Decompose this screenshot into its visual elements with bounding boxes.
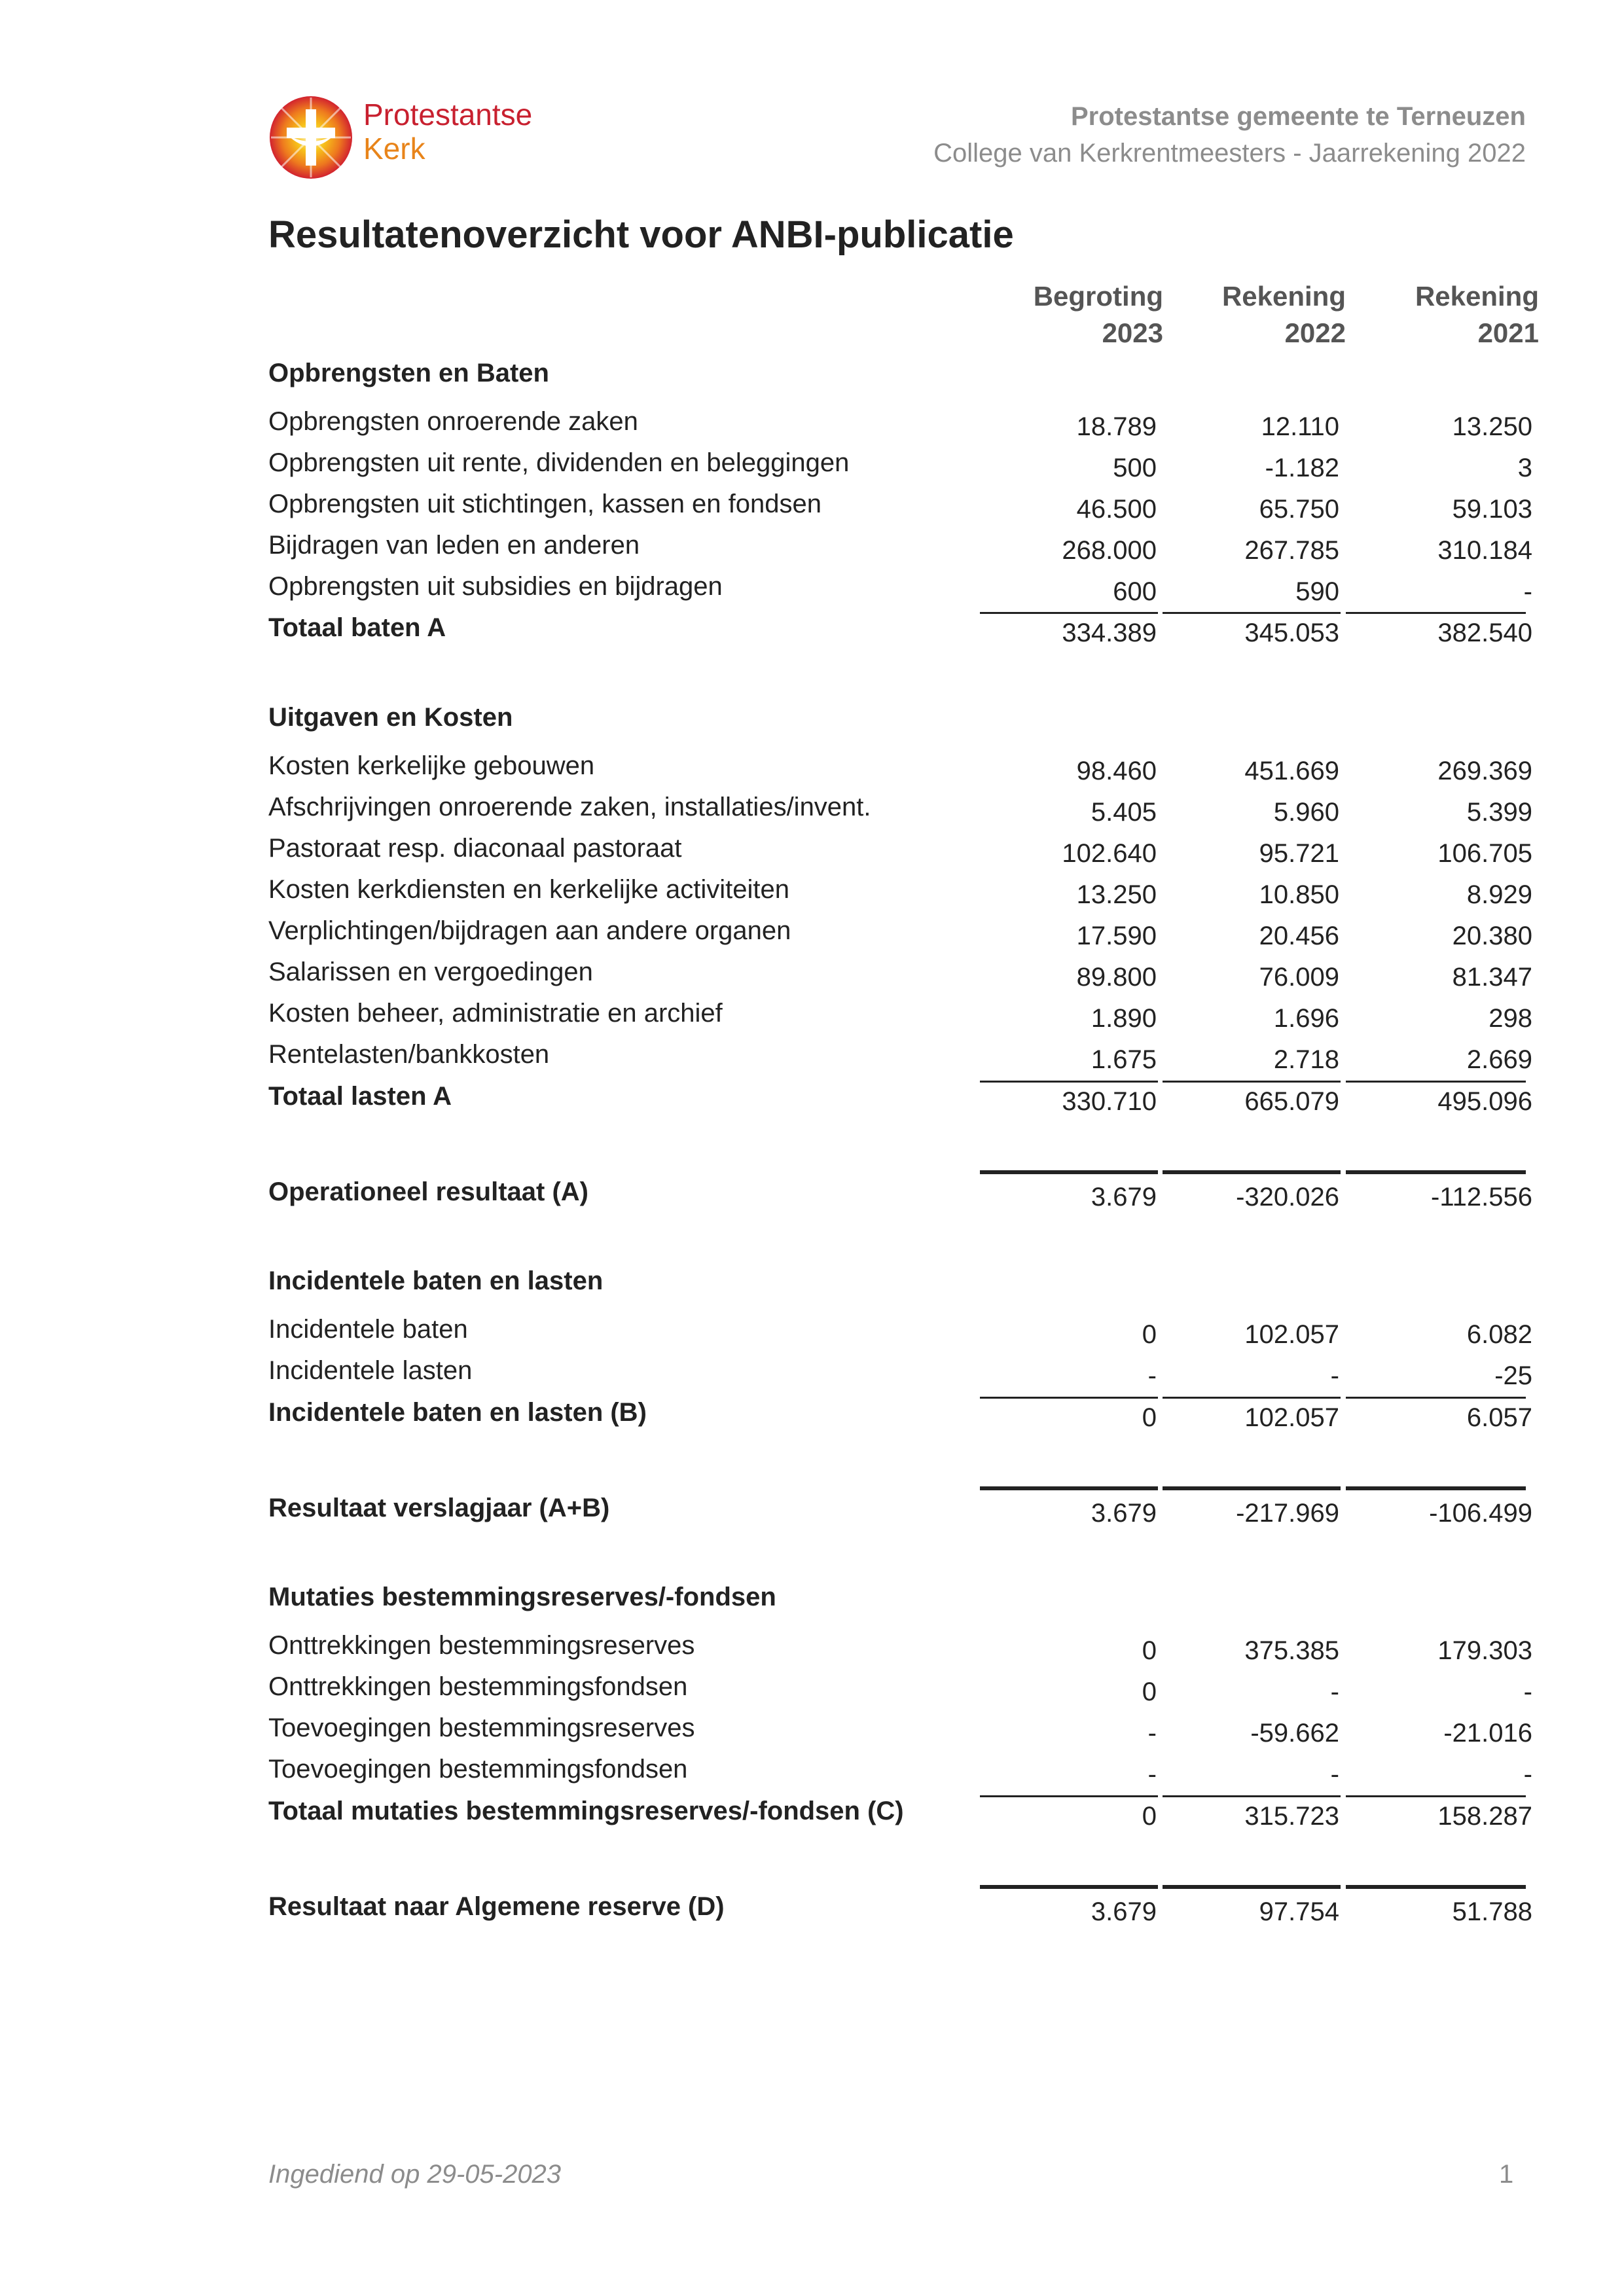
value-rekening-2021: - bbox=[1523, 1677, 1532, 1706]
value-rekening-2022: 345.053 bbox=[1244, 619, 1339, 647]
column-header-year: 2023 bbox=[1102, 317, 1163, 348]
table-row bbox=[268, 999, 1532, 1038]
value-begroting-2023: 18.789 bbox=[1076, 412, 1157, 441]
row-label: Kosten beheer, administratie en archief bbox=[268, 999, 723, 1028]
value-rekening-2022: 2.718 bbox=[1273, 1045, 1339, 1074]
table-row bbox=[268, 1040, 1532, 1079]
row-label: Resultaat naar Algemene reserve (D) bbox=[268, 1892, 725, 1921]
row-label: Totaal mutaties bestemmingsreserves/-fondsen (C) bbox=[268, 1797, 904, 1825]
row-label: Kosten kerkelijke gebouwen bbox=[268, 751, 595, 780]
value-rekening-2021: 179.303 bbox=[1437, 1636, 1532, 1665]
value-rekening-2021: 106.705 bbox=[1437, 839, 1532, 868]
result-rule bbox=[1163, 1170, 1341, 1174]
row-label: Totaal baten A bbox=[268, 613, 446, 642]
value-begroting-2023: 0 bbox=[1142, 1320, 1157, 1349]
value-rekening-2022: 76.009 bbox=[1259, 963, 1339, 992]
table-row bbox=[268, 916, 1532, 956]
value-begroting-2023: 3.679 bbox=[1091, 1499, 1157, 1528]
value-rekening-2022: - bbox=[1330, 1760, 1339, 1789]
total-row bbox=[268, 1082, 1532, 1121]
value-rekening-2022: 5.960 bbox=[1273, 798, 1339, 827]
row-label: Onttrekkingen bestemmingsreserves bbox=[268, 1631, 695, 1660]
logo-text bbox=[363, 98, 532, 166]
table-row bbox=[268, 407, 1532, 446]
value-rekening-2021: 51.788 bbox=[1452, 1897, 1532, 1926]
value-begroting-2023: 46.500 bbox=[1076, 495, 1157, 524]
value-begroting-2023: 1.890 bbox=[1091, 1004, 1157, 1033]
value-begroting-2023: 0 bbox=[1142, 1802, 1157, 1831]
value-rekening-2021: 13.250 bbox=[1452, 412, 1532, 441]
value-begroting-2023: 330.710 bbox=[1062, 1087, 1157, 1116]
row-label: Opbrengsten uit stichtingen, kassen en fondsen bbox=[268, 490, 821, 518]
header-subtitle: College van Kerkrentmeesters - Jaarrekening 2022 bbox=[933, 139, 1526, 168]
value-begroting-2023: 3.679 bbox=[1091, 1183, 1157, 1211]
value-rekening-2021: 3 bbox=[1517, 454, 1532, 482]
section-heading-incidenteel: Incidentele baten en lasten bbox=[268, 1266, 604, 1295]
column-header-year: 2022 bbox=[1284, 317, 1346, 348]
value-begroting-2023: 0 bbox=[1142, 1677, 1157, 1706]
value-rekening-2021: 158.287 bbox=[1437, 1802, 1532, 1831]
column-header-year: 2021 bbox=[1477, 317, 1539, 348]
page-number: 1 bbox=[1499, 2160, 1514, 2189]
value-begroting-2023: - bbox=[1147, 1361, 1157, 1390]
value-rekening-2021: 495.096 bbox=[1437, 1087, 1532, 1116]
value-begroting-2023: 1.675 bbox=[1091, 1045, 1157, 1074]
result-rule bbox=[1163, 1486, 1341, 1490]
row-label: Bijdragen van leden en anderen bbox=[268, 531, 640, 560]
value-rekening-2021: 8.929 bbox=[1466, 880, 1532, 909]
total-row bbox=[268, 613, 1532, 653]
value-rekening-2022: 10.850 bbox=[1259, 880, 1339, 909]
value-rekening-2022: 20.456 bbox=[1259, 922, 1339, 950]
value-begroting-2023: 3.679 bbox=[1091, 1897, 1157, 1926]
table-row bbox=[268, 1713, 1532, 1753]
value-rekening-2022: -217.969 bbox=[1236, 1499, 1339, 1528]
result-rule bbox=[1163, 1885, 1341, 1889]
row-label: Opbrengsten uit rente, dividenden en beleggingen bbox=[268, 448, 850, 477]
value-begroting-2023: 98.460 bbox=[1076, 757, 1157, 785]
value-rekening-2022: 267.785 bbox=[1244, 536, 1339, 565]
logo-line-2: Kerk bbox=[363, 132, 425, 166]
value-begroting-2023: 500 bbox=[1113, 454, 1157, 482]
total-row bbox=[268, 1797, 1532, 1836]
row-label: Opbrengsten uit subsidies en bijdragen bbox=[268, 572, 723, 601]
value-rekening-2021: 6.057 bbox=[1466, 1403, 1532, 1432]
table-row bbox=[268, 531, 1532, 570]
value-rekening-2021: -112.556 bbox=[1431, 1183, 1532, 1211]
value-begroting-2023: - bbox=[1147, 1760, 1157, 1789]
row-label: Operationeel resultaat (A) bbox=[268, 1177, 589, 1206]
value-rekening-2021: -21.016 bbox=[1443, 1719, 1532, 1748]
value-rekening-2021: 269.369 bbox=[1437, 757, 1532, 785]
table-row bbox=[268, 1672, 1532, 1712]
value-begroting-2023: 13.250 bbox=[1076, 880, 1157, 909]
row-label: Incidentele lasten bbox=[268, 1356, 473, 1385]
value-rekening-2021: 2.669 bbox=[1466, 1045, 1532, 1074]
value-rekening-2021: 298 bbox=[1489, 1004, 1532, 1033]
value-rekening-2022: -1.182 bbox=[1265, 454, 1339, 482]
value-begroting-2023: 5.405 bbox=[1091, 798, 1157, 827]
value-rekening-2021: 20.380 bbox=[1452, 922, 1532, 950]
value-rekening-2022: 1.696 bbox=[1273, 1004, 1339, 1033]
value-begroting-2023: 0 bbox=[1142, 1403, 1157, 1432]
value-rekening-2021: 382.540 bbox=[1437, 619, 1532, 647]
value-rekening-2022: -59.662 bbox=[1250, 1719, 1339, 1748]
table-row bbox=[268, 572, 1532, 611]
result-rule bbox=[980, 1170, 1158, 1174]
table-row bbox=[268, 1631, 1532, 1670]
value-rekening-2022: 315.723 bbox=[1244, 1802, 1339, 1831]
value-rekening-2021: 6.082 bbox=[1466, 1320, 1532, 1349]
value-rekening-2022: 97.754 bbox=[1259, 1897, 1339, 1926]
table-row bbox=[268, 875, 1532, 914]
logo-line-1: Protestantse bbox=[363, 98, 533, 132]
value-begroting-2023: 102.640 bbox=[1062, 839, 1157, 868]
protestantse-kerk-logo-icon bbox=[268, 95, 353, 180]
section-heading-mutaties: Mutaties bestemmingsreserves/-fondsen bbox=[268, 1583, 776, 1611]
row-label: Incidentele baten bbox=[268, 1315, 468, 1344]
section-heading-lasten: Uitgaven en Kosten bbox=[268, 703, 513, 732]
value-rekening-2022: 590 bbox=[1295, 577, 1339, 606]
column-header-begroting-2023 bbox=[954, 278, 1163, 351]
value-rekening-2022: 95.721 bbox=[1259, 839, 1339, 868]
submitted-date: Ingediend op 29-05-2023 bbox=[268, 2160, 562, 2189]
table-row bbox=[268, 834, 1532, 873]
result-rule bbox=[980, 1486, 1158, 1490]
total-row bbox=[268, 1398, 1532, 1437]
result-rule bbox=[1346, 1885, 1526, 1889]
result-rule bbox=[980, 1885, 1158, 1889]
row-label: Rentelasten/bankkosten bbox=[268, 1040, 550, 1069]
table-row bbox=[268, 793, 1532, 832]
value-rekening-2022: - bbox=[1330, 1677, 1339, 1706]
row-label: Resultaat verslagjaar (A+B) bbox=[268, 1494, 610, 1522]
value-rekening-2021: -25 bbox=[1494, 1361, 1532, 1390]
result-row bbox=[268, 1177, 1532, 1217]
value-rekening-2021: -106.499 bbox=[1429, 1499, 1532, 1528]
value-rekening-2022: 665.079 bbox=[1244, 1087, 1339, 1116]
row-label: Salarissen en vergoedingen bbox=[268, 958, 593, 986]
table-row bbox=[268, 751, 1532, 791]
result-row bbox=[268, 1494, 1532, 1533]
value-rekening-2021: 310.184 bbox=[1437, 536, 1532, 565]
value-rekening-2022: -320.026 bbox=[1236, 1183, 1339, 1211]
table-row bbox=[268, 448, 1532, 488]
row-label: Verplichtingen/bijdragen aan andere organen bbox=[268, 916, 791, 945]
page-title: Resultatenoverzicht voor ANBI-publicatie bbox=[268, 213, 1014, 256]
value-begroting-2023: 17.590 bbox=[1076, 922, 1157, 950]
result-rule bbox=[1346, 1486, 1526, 1490]
value-rekening-2022: - bbox=[1330, 1361, 1339, 1390]
value-rekening-2022: 65.750 bbox=[1259, 495, 1339, 524]
value-rekening-2022: 451.669 bbox=[1244, 757, 1339, 785]
row-label: Pastoraat resp. diaconaal pastoraat bbox=[268, 834, 682, 863]
table-row bbox=[268, 1755, 1532, 1794]
table-row bbox=[268, 1356, 1532, 1395]
value-begroting-2023: 600 bbox=[1113, 577, 1157, 606]
value-begroting-2023: 268.000 bbox=[1062, 536, 1157, 565]
row-label: Kosten kerkdiensten en kerkelijke activiteiten bbox=[268, 875, 789, 904]
column-header-rekening-2022 bbox=[1136, 278, 1346, 351]
value-rekening-2022: 12.110 bbox=[1261, 412, 1339, 441]
column-header-rekening-2021 bbox=[1329, 278, 1539, 351]
value-rekening-2021: 81.347 bbox=[1452, 963, 1532, 992]
row-label: Opbrengsten onroerende zaken bbox=[268, 407, 638, 436]
row-label: Afschrijvingen onroerende zaken, installaties/invent. bbox=[268, 793, 871, 821]
table-row bbox=[268, 490, 1532, 529]
column-header-top: Rekening bbox=[1221, 281, 1346, 312]
column-header-top: Begroting bbox=[1033, 281, 1163, 312]
row-label: Toevoegingen bestemmingsfondsen bbox=[268, 1755, 688, 1784]
row-label: Totaal lasten A bbox=[268, 1082, 452, 1111]
table-row bbox=[268, 958, 1532, 997]
result-row bbox=[268, 1892, 1532, 1931]
header-organisation: Protestantse gemeente te Terneuzen bbox=[1070, 102, 1526, 131]
value-rekening-2021: - bbox=[1523, 577, 1532, 606]
value-begroting-2023: 0 bbox=[1142, 1636, 1157, 1665]
section-heading-baten: Opbrengsten en Baten bbox=[268, 359, 549, 387]
value-begroting-2023: 334.389 bbox=[1062, 619, 1157, 647]
result-rule bbox=[1346, 1170, 1526, 1174]
value-rekening-2021: - bbox=[1523, 1760, 1532, 1789]
logo bbox=[268, 95, 583, 183]
value-rekening-2022: 102.057 bbox=[1244, 1320, 1339, 1349]
row-label: Incidentele baten en lasten (B) bbox=[268, 1398, 647, 1427]
value-begroting-2023: - bbox=[1147, 1719, 1157, 1748]
value-rekening-2022: 102.057 bbox=[1244, 1403, 1339, 1432]
page-header bbox=[933, 98, 1526, 171]
row-label: Toevoegingen bestemmingsreserves bbox=[268, 1713, 695, 1742]
row-label: Onttrekkingen bestemmingsfondsen bbox=[268, 1672, 688, 1701]
value-rekening-2022: 375.385 bbox=[1244, 1636, 1339, 1665]
table-row bbox=[268, 1315, 1532, 1354]
column-header-top: Rekening bbox=[1415, 281, 1539, 312]
value-rekening-2021: 59.103 bbox=[1452, 495, 1532, 524]
value-begroting-2023: 89.800 bbox=[1076, 963, 1157, 992]
value-rekening-2021: 5.399 bbox=[1466, 798, 1532, 827]
